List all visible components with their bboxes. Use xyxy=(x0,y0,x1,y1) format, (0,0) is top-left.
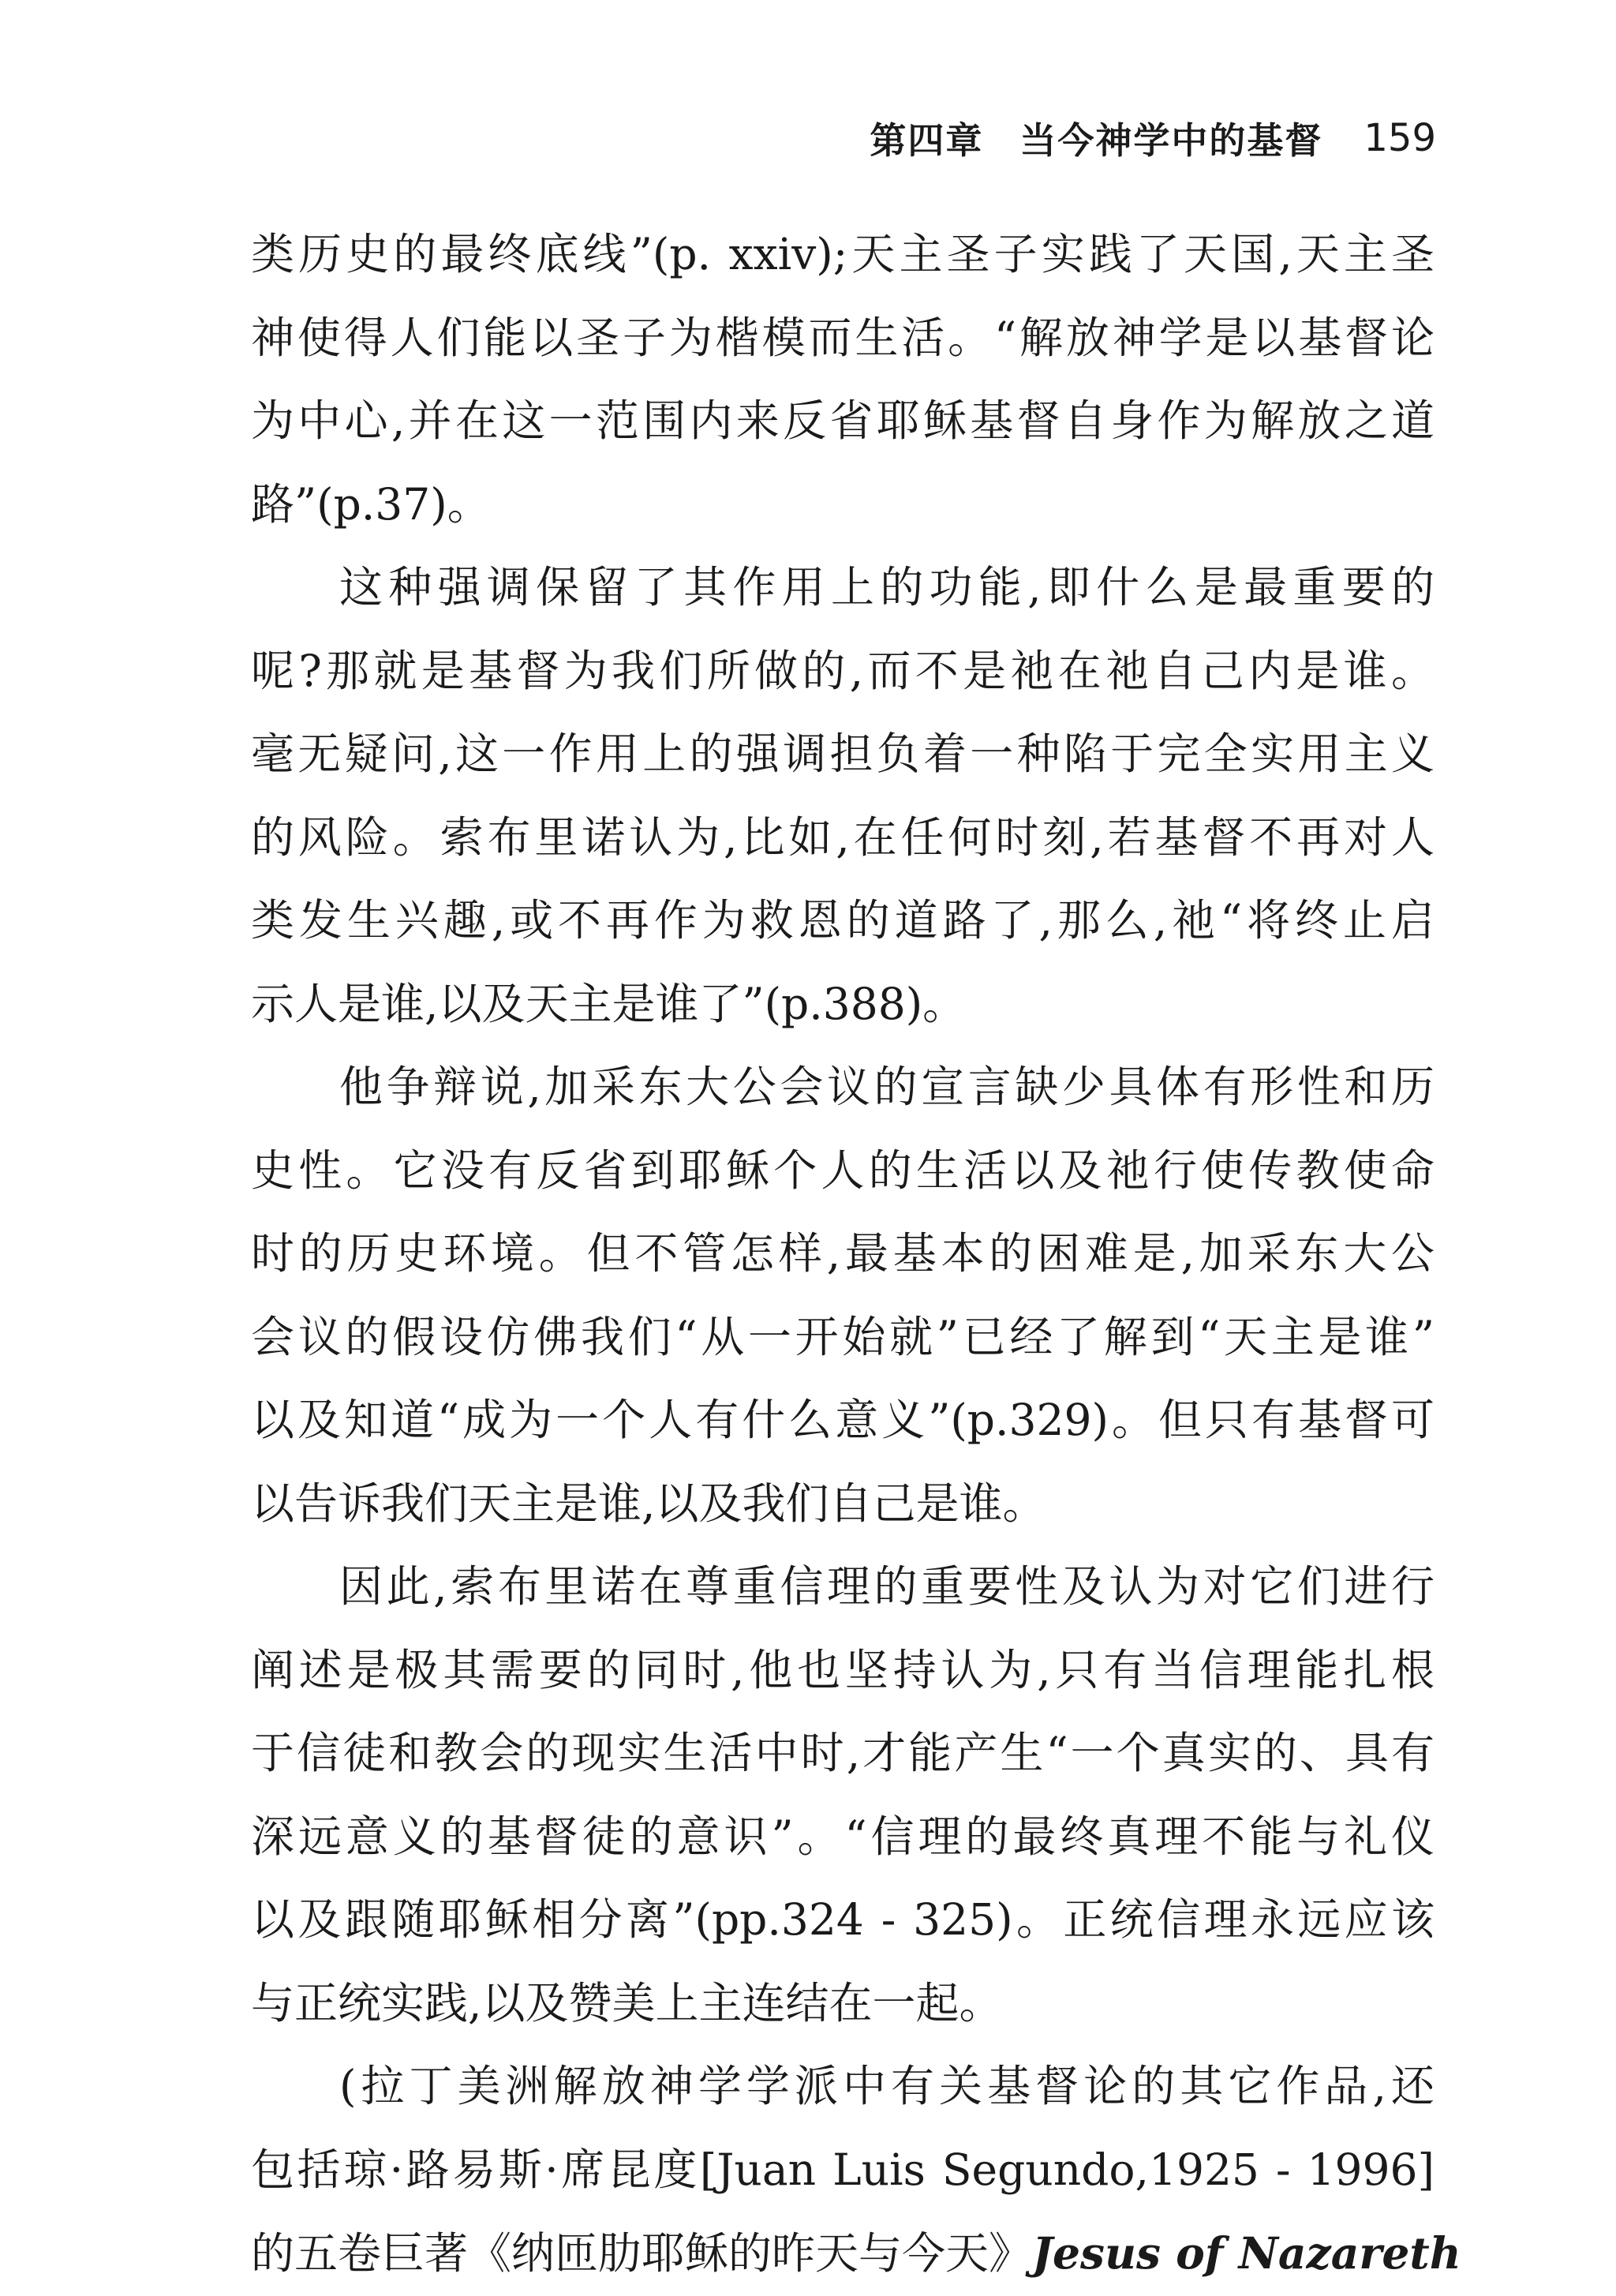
text-line: 他争辩说,加采东大公会议的宣言缺少具体有形性和历 xyxy=(339,1062,1435,1112)
running-header xyxy=(789,110,1436,166)
text-line: 路”(p.37)。 xyxy=(251,478,491,530)
text-line: 以告诉我们天主是谁,以及我们自己是谁。 xyxy=(251,1478,1046,1529)
text-line: 时的历史环境。但不管怎样,最基本的困难是,加采东大公 xyxy=(251,1228,1435,1279)
text-line: 神使得人们能以圣子为楷模而生活。“解放神学是以基督论 xyxy=(251,312,1435,363)
body-text xyxy=(251,213,1461,2295)
last-line-text: 的五卷巨著《纳匝肋耶稣的昨天与今天》 xyxy=(251,2228,1033,2279)
text-line: 毫无疑问,这一作用上的强调担负着一种陷于完全实用主义 xyxy=(251,729,1435,779)
text-line: 与正统实践,以及赞美上主连结在一起。 xyxy=(251,1977,1003,2028)
text-line: 于信徒和教会的现实生活中时,才能产生“一个真实的、具有 xyxy=(251,1728,1435,1778)
chapter-label: 第四章 xyxy=(870,119,984,162)
chapter-title: 当今神学中的基督 xyxy=(1019,119,1323,162)
text-line: 示人是谁,以及天主是谁了”(p.388)。 xyxy=(251,978,967,1029)
text-line: 阐述是极其需要的同时,他也坚持认为,只有当信理能扎根 xyxy=(251,1644,1435,1695)
text-line: 呢?那就是基督为我们所做的,而不是祂在祂自己内是谁。 xyxy=(251,645,1435,696)
page-number: 159 xyxy=(1364,116,1436,160)
text-line: (拉丁美洲解放神学学派中有关基督论的其它作品,还 xyxy=(339,2061,1435,2111)
text-line: 这种强调保留了其作用上的功能,即什么是最重要的 xyxy=(339,562,1435,612)
text-line: 史性。它没有反省到耶稣个人的生活以及祂行使传教使命 xyxy=(251,1144,1435,1196)
text-line: 为中心,并在这一范围内来反省耶稣基督自身作为解放之道 xyxy=(251,395,1435,446)
text-line: 因此,索布里诺在尊重信理的重要性及认为对它们进行 xyxy=(339,1561,1435,1612)
text-line: 以及跟随耶稣相分离”(pp.324 - 325)。正统信理永远应该 xyxy=(251,1894,1435,1945)
text-line: 类发生兴趣,或不再作为救恩的道路了,那么,祂“将终止启 xyxy=(251,895,1435,946)
book-title-italic: Jesus of Nazareth xyxy=(1032,2227,1461,2279)
text-line: 以及知道“成为一个人有什么意义”(p.329)。但只有基督可 xyxy=(251,1395,1435,1445)
text-line: 类历史的最终底线”(p. xxiv);天主圣子实践了天国,天主圣 xyxy=(251,229,1435,279)
text-line: 深远意义的基督徒的意识”。“信理的最终真理不能与礼仪 xyxy=(251,1811,1435,1862)
text-line: 包括琼·路易斯·席昆度[Juan Luis Segundo,1925 - 1996] xyxy=(251,2144,1435,2195)
text-line: 会议的假设仿佛我们“从一开始就”已经了解到“天主是谁” xyxy=(251,1311,1435,1362)
text-line xyxy=(251,2212,1461,2295)
text-line: 的风险。索布里诺认为,比如,在任何时刻,若基督不再对人 xyxy=(251,811,1435,863)
